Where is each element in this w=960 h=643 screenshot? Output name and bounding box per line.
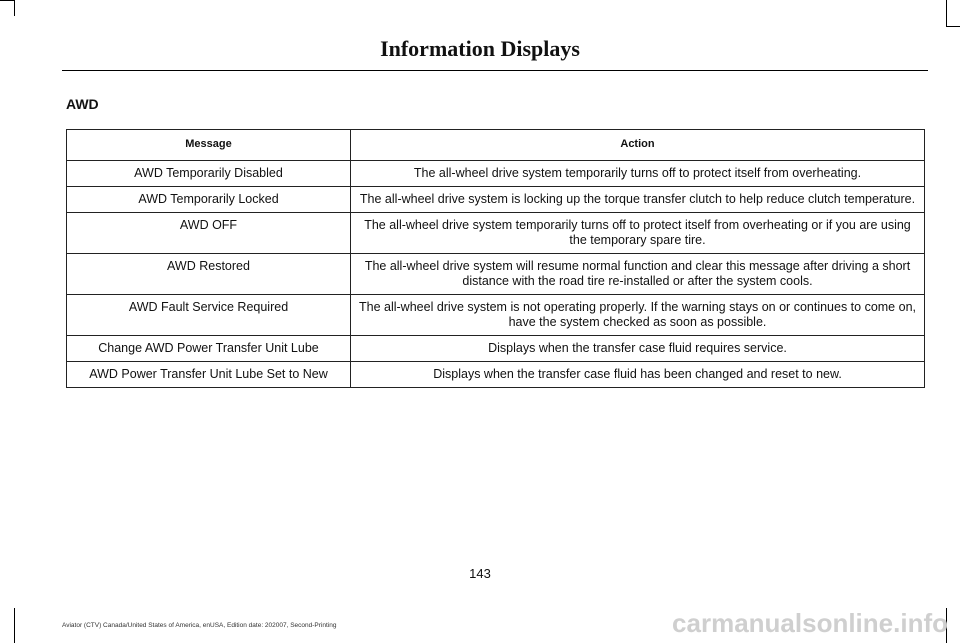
message-cell: AWD OFF bbox=[67, 213, 351, 254]
section-heading: AWD bbox=[66, 96, 99, 112]
awd-message-table bbox=[66, 129, 925, 388]
action-cell: Displays when the transfer case fluid requires service. bbox=[351, 336, 925, 362]
table-row bbox=[67, 161, 925, 187]
table-row bbox=[67, 254, 925, 295]
action-cell: The all-wheel drive system is locking up the torque transfer clutch to help reduce clutch temperature. bbox=[351, 187, 925, 213]
crop-mark bbox=[946, 26, 960, 27]
header-divider bbox=[62, 70, 928, 71]
table-row bbox=[67, 213, 925, 254]
page-number: 143 bbox=[469, 566, 491, 581]
action-cell: The all-wheel drive system will resume normal function and clear this message after driving a short distance with the road tire re-installed or after the system cools. bbox=[351, 254, 925, 295]
action-cell: Displays when the transfer case fluid has been changed and reset to new. bbox=[351, 362, 925, 388]
message-cell: AWD Fault Service Required bbox=[67, 295, 351, 336]
column-header-action: Action bbox=[351, 130, 925, 161]
table-header-row bbox=[67, 130, 925, 161]
message-cell: AWD Temporarily Locked bbox=[67, 187, 351, 213]
table-row bbox=[67, 362, 925, 388]
message-cell: AWD Power Transfer Unit Lube Set to New bbox=[67, 362, 351, 388]
crop-mark bbox=[0, 0, 14, 1]
action-cell: The all-wheel drive system temporarily turns off to protect itself from overheating. bbox=[351, 161, 925, 187]
table-row bbox=[67, 336, 925, 362]
action-cell: The all-wheel drive system is not operating properly. If the warning stays on or continues to come on, have the system checked as soon as possible. bbox=[351, 295, 925, 336]
crop-mark bbox=[14, 608, 15, 643]
message-cell: AWD Temporarily Disabled bbox=[67, 161, 351, 187]
page-title: Information Displays bbox=[380, 36, 580, 61]
action-cell: The all-wheel drive system temporarily turns off to protect itself from overheating or if you are using the temporary spare tire. bbox=[351, 213, 925, 254]
message-cell: AWD Restored bbox=[67, 254, 351, 295]
table-row bbox=[67, 295, 925, 336]
column-header-message: Message bbox=[67, 130, 351, 161]
table-row bbox=[67, 187, 925, 213]
crop-mark bbox=[946, 0, 947, 26]
crop-mark bbox=[14, 0, 15, 16]
message-cell: Change AWD Power Transfer Unit Lube bbox=[67, 336, 351, 362]
watermark: carmanualsonline.info bbox=[672, 608, 948, 638]
edition-footer: Aviator (CTV) Canada/United States of America, enUSA, Edition date: 202007, Second-Printing bbox=[62, 622, 337, 629]
